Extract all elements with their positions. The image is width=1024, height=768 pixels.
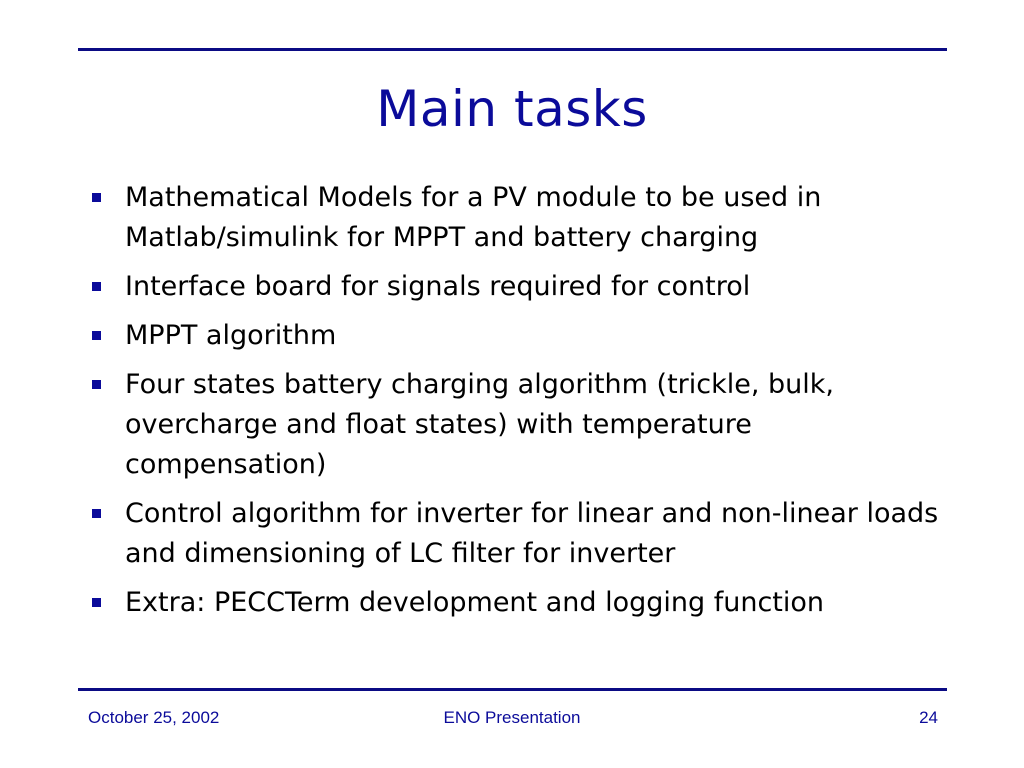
square-bullet-icon	[92, 598, 101, 607]
bullet-text: MPPT algorithm	[125, 320, 337, 351]
footer-date: October 25, 2002	[88, 708, 220, 727]
square-bullet-icon	[92, 282, 101, 291]
bullet-list	[88, 178, 948, 632]
top-divider	[78, 48, 947, 51]
bullet-item	[88, 365, 948, 485]
bottom-divider	[78, 688, 947, 691]
bullet-item	[88, 583, 948, 623]
square-bullet-icon	[92, 193, 101, 202]
footer-presentation-name: ENO Presentation	[443, 708, 581, 727]
square-bullet-icon	[92, 380, 101, 389]
bullet-text: Mathematical Models for a PV module to be used in Matlab/simulink for MPPT and battery charging	[125, 182, 822, 253]
bullet-text: Interface board for signals required for control	[125, 271, 751, 302]
bullet-text: Four states battery charging algorithm (trickle, bulk, overcharge and float states) with temperature compensation)	[125, 369, 835, 480]
square-bullet-icon	[92, 509, 101, 518]
bullet-text: Control algorithm for inverter for linear and non-linear loads and dimensioning of LC filter for inverter	[125, 498, 939, 569]
bullet-text: Extra: PECCTerm development and logging function	[125, 587, 825, 618]
bullet-item	[88, 267, 948, 307]
bullet-item	[88, 494, 948, 574]
square-bullet-icon	[92, 331, 101, 340]
footer-page-number: 24	[919, 708, 938, 727]
slide-title: Main tasks	[376, 80, 648, 138]
bullet-item	[88, 178, 948, 258]
bullet-item	[88, 316, 948, 356]
